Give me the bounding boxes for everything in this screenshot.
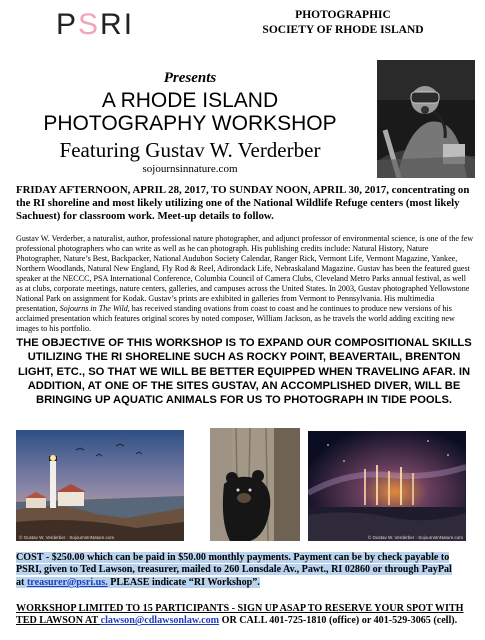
featuring-line: Featuring Gustav W. Verderber <box>59 138 321 162</box>
bio-paragraph: Gustav W. Verderber, a naturalist, author, professional nature photographer, and adjunct professor of environmental science, is one of the few professional photographers who can write as well as he can photograph. His publishing credits include: Natural History, Nature Photographer, Nature’s Best, Backpacker, National Audubon Society Calendar, Ranger Rick, Vermont Life, Vermont Magazine, Yankee, Northern Woodlands, Natural New England, Fly Rod & Reel, Adirondack Life, Nebraskaland Magazine. Gustav has been the featured guest speaker at the NECCC, PSA International Conference, Columbia Council of Camera Clubs, Cleveland Metro Parks annual festival, as well as at clubs, corporate meetings, nature centers, galleries, and campuses across the United States. In 2003, Gustav photographed Yellowstone National Park on assignment for Kodak. Gustav’s prints are exhibited in galleries from Vermont to Pennsylvania. His multimedia presentation, Sojourns in The Wild, has received standing ovations from coast to coast and he continues to produce new versions of his acclaimed presentation which features original scores by noted composer, William Jackson, as he travels the world adding exciting new images to his portfolio. <box>16 234 474 333</box>
objective-paragraph: THE OBJECTIVE OF THIS WORKSHOP IS TO EXPAND OUR COMPOSITIONAL SKILLS UTILIZING THE RI SHORELINE SUCH AS ROCKY POINT, BEAVERTAIL, BRENTON LIGHT, ETC., SO THAT WE WILL BE BETTER EQUIPPED WHEN TRAVELING AFAR. IN ADDITION, AT ONE OF THE SITES GUSTAV, AN ACCOMPLISHED DIVER, WILL BE BRINGING UP AQUATIC ANIMALS FOR US TO PHOTOGRAPH IN TIDE POOLS. <box>16 337 472 407</box>
night-sky-photo <box>308 431 466 541</box>
cost-paragraph: COST - $250.00 which can be paid in $50.00 monthly payments. Payment can be by check payable to PSRI, given to Ted Lawson, treasurer, mailed to 260 Lonsdale Av., Pawt., RI 02860 or through PayPal at treasurer@psri.us. PLEASE indicate “RI Workshop”. <box>16 552 452 588</box>
society-line-2: SOCIETY OF RHODE ISLAND <box>262 24 424 36</box>
contact-email-link[interactable]: clawson@cdlawsonlaw.com <box>100 615 220 627</box>
title-line-1: A RHODE ISLAND <box>101 89 279 112</box>
diver-photo <box>377 60 475 178</box>
psri-logo: PSRI <box>56 8 135 41</box>
bear-photo <box>210 428 300 541</box>
lighthouse-photo <box>16 430 184 541</box>
title-line-2: PHOTOGRAPHY WORKSHOP <box>43 112 337 135</box>
signup-paragraph: WORKSHOP LIMITED TO 15 PARTICIPANTS - SIGN UP ASAP TO RESERVE YOUR SPOT WITH TED LAWSON AT clawson@cdlawsonlaw.com OR CALL 401-725-1810 (office) or 401-529-3065 (cell). <box>16 603 464 627</box>
treasurer-email-link[interactable]: treasurer@psri.us. <box>26 576 108 588</box>
workshop-title <box>40 89 340 135</box>
dates-paragraph: FRIDAY AFTERNOON, APRIL 28, 2017, TO SUNDAY NOON, APRIL 30, 2017, concentrating on the RI shoreline and most likely utilizing one of the National Wildlife Refuge centers (most likely Sachuest) for classroom work. Meet-up details to follow. <box>16 184 470 222</box>
presents-label: Presents <box>163 70 217 86</box>
society-line-1: PHOTOGRAPHIC <box>295 9 391 21</box>
society-name <box>228 8 458 38</box>
photo-credit-right: © Gustav W. Verderber · SojournsInNature.com <box>367 535 463 540</box>
photo-credit-left: © Gustav W. Verderber · SojournsInNature.com <box>19 535 115 540</box>
header <box>0 0 485 68</box>
presentation-title: Sojourns in The Wild <box>59 304 128 313</box>
website-text: sojournsinnature.com <box>142 163 238 175</box>
